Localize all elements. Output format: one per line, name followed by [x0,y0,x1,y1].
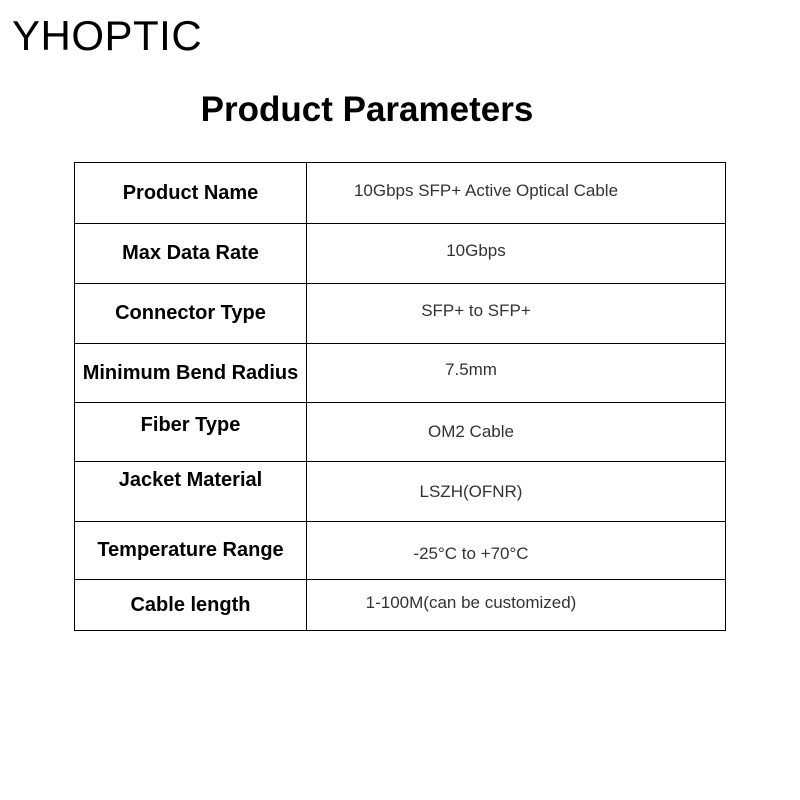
table-row [75,344,726,403]
param-value [307,163,726,224]
table-row [75,522,726,580]
param-label: Max Data Rate [75,224,307,284]
parameters-table [74,162,726,631]
param-value-text: 10Gbps [446,240,506,260]
param-value-text: 7.5mm [445,360,497,379]
param-label: Fiber Type [75,403,307,462]
param-value [307,224,726,284]
page-title: Product Parameters [200,90,534,129]
param-value [307,344,726,403]
param-value-text: -25°C to +70°C [413,543,529,563]
param-value [307,403,726,462]
param-value-text: 10Gbps SFP+ Active Optical Cable [353,181,619,200]
table-row [75,224,726,284]
param-value [307,284,726,344]
table-row [75,580,726,631]
param-label: Temperature Range [75,522,307,580]
table-row [75,462,726,522]
table-row [75,403,726,462]
param-value-text: 1-100M(can be customized) [365,593,577,612]
param-label: Minimum Bend Radius [75,344,307,403]
param-value-text: LSZH(OFNR) [419,481,523,501]
brand-logo-text: YHOPTIC [12,12,203,59]
table-row [75,163,726,224]
param-label: Cable length [75,580,307,631]
param-value-text: OM2 Cable [428,422,514,441]
param-value [307,522,726,580]
param-value [307,462,726,522]
param-label: Jacket Material [75,462,307,522]
param-value-text: SFP+ to SFP+ [421,300,531,320]
param-label: Connector Type [75,284,307,344]
param-label: Product Name [75,163,307,224]
table-row [75,284,726,344]
param-value [307,580,726,631]
